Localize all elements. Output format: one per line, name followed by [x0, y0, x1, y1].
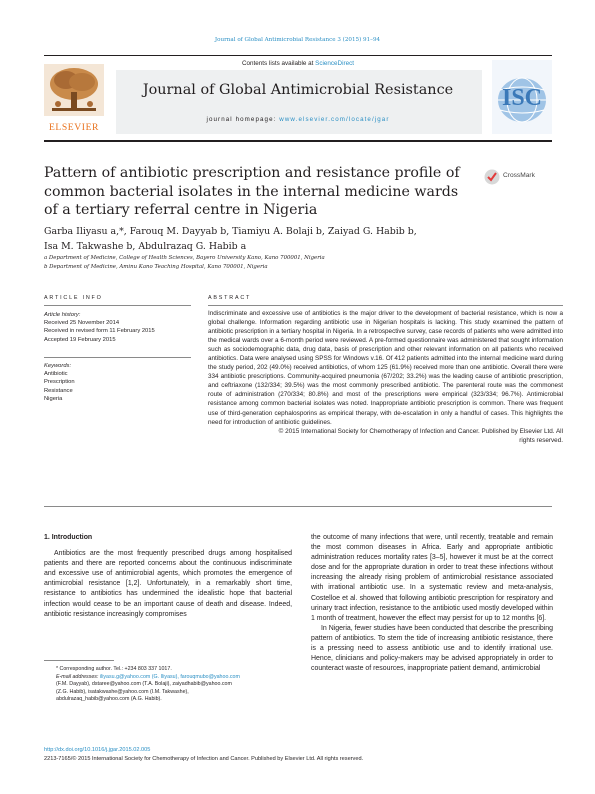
masthead: [44, 58, 552, 138]
keywords-label: Keywords:: [44, 363, 72, 369]
author-list: [44, 224, 514, 254]
elsevier-tree-icon: [44, 64, 104, 116]
crossmark-icon: [484, 169, 500, 185]
email-line-4[interactable]: abdulrazaq_habib@yahoo.com (A.G. Habib).: [56, 696, 162, 703]
keyword-item: Resistance: [44, 387, 73, 394]
email-label: E-mail addresses:: [56, 673, 100, 680]
abstract-bottom-rule: [44, 506, 552, 507]
journal-title: Journal of Global Antimicrobial Resistance: [142, 82, 454, 98]
footnote-rule: [44, 660, 114, 661]
journal-reference[interactable]: Journal of Global Antimicrobial Resistance 3 (2015) 91–94: [214, 37, 381, 43]
keyword-item: Prescription: [44, 379, 75, 386]
corresponding-author: * Corresponding author. Tel.: +234 803 337 1017.: [56, 666, 172, 672]
left-column: [44, 533, 292, 620]
section-heading: 1. Introduction: [44, 534, 93, 541]
keywords-block: [44, 362, 194, 403]
footnotes: [56, 666, 288, 704]
keyword-item: Antibiotic: [44, 371, 68, 378]
homepage-prefix: journal homepage:: [206, 116, 280, 123]
masthead-top-rule: [44, 55, 552, 56]
abstract-label: ABSTRACT: [208, 295, 252, 301]
masthead-band: [116, 70, 482, 134]
abstract-rule: [208, 305, 563, 306]
affiliation-b: b Department of Medicine, Aminu Kano Teaching Hospital, Kano 700001, Nigeria: [44, 264, 268, 270]
accepted-date: Accepted 19 February 2015: [44, 336, 116, 343]
contents-prefix: Contents lists available at: [241, 60, 316, 67]
elsevier-logo[interactable]: [44, 64, 104, 133]
email-line-1[interactable]: iliyasu.g@yahoo.com (G. Iliyasu), farouqmubo@yahoo.com: [99, 673, 240, 680]
sciencedirect-link[interactable]: ScienceDirect: [315, 60, 354, 67]
received-date: Received 25 November 2014: [44, 320, 120, 327]
history-rule: [44, 357, 191, 358]
homepage-link[interactable]: www.elsevier.com/locate/jgar: [279, 116, 390, 123]
article-info-label: ARTICLE INFO: [44, 295, 103, 301]
abstract-text: [208, 309, 563, 445]
intro-paragraph: Antibiotics are the most frequently prescribed drugs among hospitalised patients and there are reported concerns about the continuous indiscriminate and excessive use of antimicrobial agents, which promotes the emergence of antimicrobial resistance [1,2]. Unfortunately, in a remarkably short time, resistance to antibiotics has undermined the idealistic hope that bacterial infection would cease to be an important cause of death and disease. Indeed, antibiotic resistance increasingly compromises: [44, 550, 292, 618]
authors-line-2: Isa M. Takwashe b, Abdulrazaq G. Habib a: [44, 241, 247, 252]
article-info-rule: [44, 305, 191, 306]
journal-cover-logo[interactable]: [492, 60, 552, 134]
authors-line-1: Garba Iliyasu a,*, Farouq M. Dayyab b, Tiamiyu A. Bolaji b, Zaiyad G. Habib b,: [44, 226, 417, 237]
article-history: [44, 311, 194, 344]
masthead-bottom-rule: [44, 140, 552, 142]
keyword-item: Nigeria: [44, 395, 63, 402]
revised-date: Received in revised form 11 February 2015: [44, 328, 155, 335]
right-paragraph-1: the outcome of many infections that were, until recently, treatable and remain the most common diseases in Africa. Early and appropriate antibiotic administration reduces mortality rates [3–5], however it must be at the correct dose and for the appropriate duration in order to treat these infections without increasing the already rising problem of antimicrobial resistance associated with irrational antibiotic use. In a systematic review and meta-analysis, Costelloe et al. showed that following antibiotic prescription for respiratory and urinary tract infection, resistance to the antibiotic used mostly developed within 1 month of treatment, however the effect may persist for up to 12 months [6].: [311, 534, 553, 622]
abstract-body: Indiscriminate and excessive use of antibiotics is the major driver to the development of bacterial resistance, which is now a global challenge. Information regarding antibiotic use in Nigerian hospitals is lacking. This study examined the pattern of antibiotic prescription in a tertiary hospital in Nigeria. In a retrospective survey, case records of patients who were admitted into the medical wards over a 6-month period were reviewed. A pre-formed questionnaire was administered that sought information such as sociodemographic data, drug data, basis of prescription and other relevant information on all patients who received antibiotics. Data were analysed using SPSS for Windows v.16. Of 412 patients admitted into the internal medicine ward during the study period, 202 (49.0%) received antibiotics, of whom 125 (61.9%) received more than one antibiotic. Overall there were 334 antibiotic prescriptions. Community-acquired pneumonia (67/202; 33.2%) was the leading cause of antibiotic prescription, and ceftriaxone (132/334; 39.5%) was the most commonly prescribed antibiotic. The parenteral route was the commonest route of administration (270/334; 80.8%) and most of the prescriptions were empirical (323/334; 96.7%). Antimicrobial resistance among common bacterial isolates was noted. Inappropriate antibiotic prescription is common. There was frequent use of third-generation cephalosporins as empirical therapy, with de-escalation in only a handful of cases. This highlights the need for introduction of antibiotic guidelines.: [208, 310, 563, 426]
isc-logo-text: ISC: [501, 85, 543, 111]
doi-link[interactable]: http://dx.doi.org/10.1016/j.jgar.2015.02.005: [44, 747, 151, 753]
email-line-3[interactable]: (Z.G. Habib), isatakwashe@yahoo.com (I.M. Takwashe),: [56, 688, 189, 695]
contents-line: [44, 60, 552, 67]
crossmark-badge[interactable]: [484, 168, 554, 186]
abstract-copyright: © 2015 International Society for Chemotherapy of Infection and Cancer. Published by Elsevier Ltd. All rights reserved.: [278, 427, 563, 444]
right-paragraph-2: In Nigeria, fewer studies have been conducted that describe the prescribing pattern of antibiotics. To stem the tide of increasing antibiotic resistance, there is a pressing need to assess antibiotic use and to identify irrational use. Hence, clinicians and policy-makers may be advised appropriately in order to counteract waste of resources, inappropriate patient demand, antimicrobial: [311, 624, 553, 673]
right-column: [311, 533, 553, 674]
issn-line: 2213-7165/© 2015 International Society for Chemotherapy of Infection and Cancer. Published by Elsevier Ltd. All rights reserved.: [44, 756, 364, 762]
homepage-line: [44, 116, 552, 123]
email-line-2[interactable]: (F.M. Dayyab), dstaree@yahoo.com (T.A. Bolaji), zaiyadhabib@yahoo.com: [56, 681, 232, 688]
affiliation-a: a Department of Medicine, College of Health Sciences, Bayero University Kano, Kano 700001, Nigeria: [44, 255, 325, 261]
elsevier-wordmark: ELSEVIER: [48, 122, 100, 133]
article-title: Pattern of antibiotic prescription and resistance profile of common bacterial isolates in the internal medicine wards of a tertiary referral centre in Nigeria: [44, 165, 460, 218]
crossmark-label: CrossMark: [503, 172, 535, 179]
history-label: Article history:: [44, 312, 81, 318]
